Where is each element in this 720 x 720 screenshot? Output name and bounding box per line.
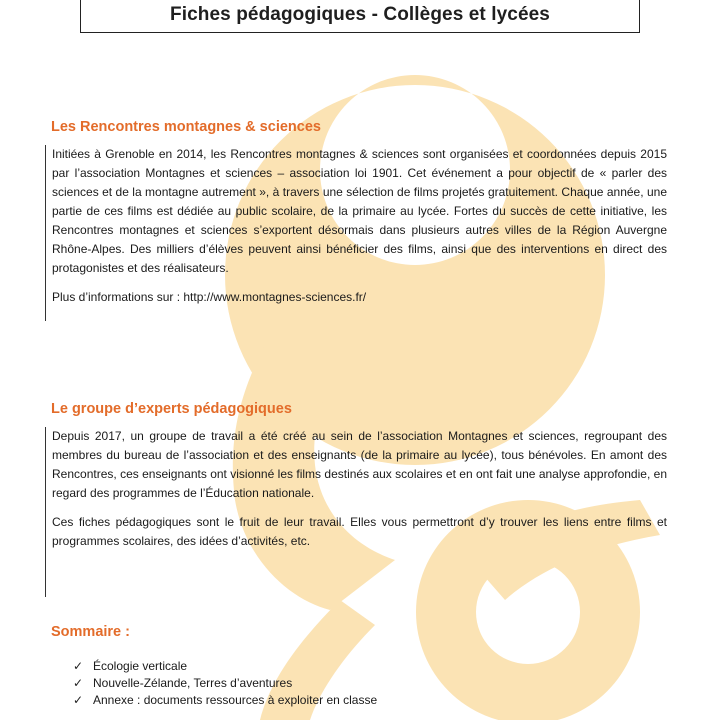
list-item-label: Écologie verticale: [93, 659, 188, 673]
list-item: [73, 658, 667, 675]
sommaire-heading: Sommaire :: [51, 624, 130, 640]
page-title: Fiches pédagogiques - Collèges et lycées: [170, 4, 550, 25]
paragraph: Depuis 2017, un groupe de travail a été créé au sein de l’association Montagnes et sciences, regroupant des membres du bureau de l’association et des enseignants (de la primaire au lycée), tous bénévoles. En amont des Rencontres, ces enseignants ont visionné les films destinés aux scolaires et en ont fait une analyse approfondie, en regard des programmes de l’Éducation nationale.: [52, 429, 667, 500]
check-mark-icon: ✓: [73, 676, 84, 690]
section-heading: Le groupe d’experts pédagogiques: [51, 401, 292, 417]
info-link-paragraph[interactable]: Plus d’informations sur : http://www.montagnes-sciences.fr/: [52, 290, 367, 304]
section-experts: [45, 401, 667, 597]
list-item-label: Annexe : documents ressources à exploiter en classe: [93, 693, 378, 707]
table-of-contents: [45, 658, 667, 709]
title-box: [80, 0, 640, 33]
list-item: [73, 692, 667, 709]
section-body: [45, 427, 667, 597]
paragraph: Ces fiches pédagogiques sont le fruit de leur travail. Elles vous permettront d’y trouver les liens entre films et programmes scolaires, des idées d’activités, etc.: [52, 515, 667, 548]
section-rencontres: [45, 119, 667, 321]
section-sommaire: [45, 624, 667, 709]
paragraph: Initiées à Grenoble en 2014, les Rencontres montagnes & sciences sont organisées et coordonnées depuis 2015 par l’association Montagnes et sciences – association loi 1901. Cet événement a pour objectif de « parler des sciences et de la montagne autrement », à travers une sélection de films projetés gratuitement. Chaque année, une partie de ces films est dédiée au public scolaire, de la primaire au lycée. Fortes du succès de cette initiative, les Rencontres montagnes et sciences s’exportent désormais dans plusieurs autres villes de la Région Auvergne Rhône-Alpes. Des milliers d’élèves peuvent ainsi bénéficier des films, ainsi que des interventions en direct des protagonistes et des réalisateurs.: [52, 147, 667, 275]
list-item: [73, 675, 667, 692]
check-mark-icon: ✓: [73, 659, 84, 673]
section-heading: Les Rencontres montagnes & sciences: [51, 119, 321, 135]
section-body: [45, 145, 667, 321]
check-mark-icon: ✓: [73, 693, 84, 707]
list-item-label: Nouvelle-Zélande, Terres d’aventures: [93, 676, 293, 690]
